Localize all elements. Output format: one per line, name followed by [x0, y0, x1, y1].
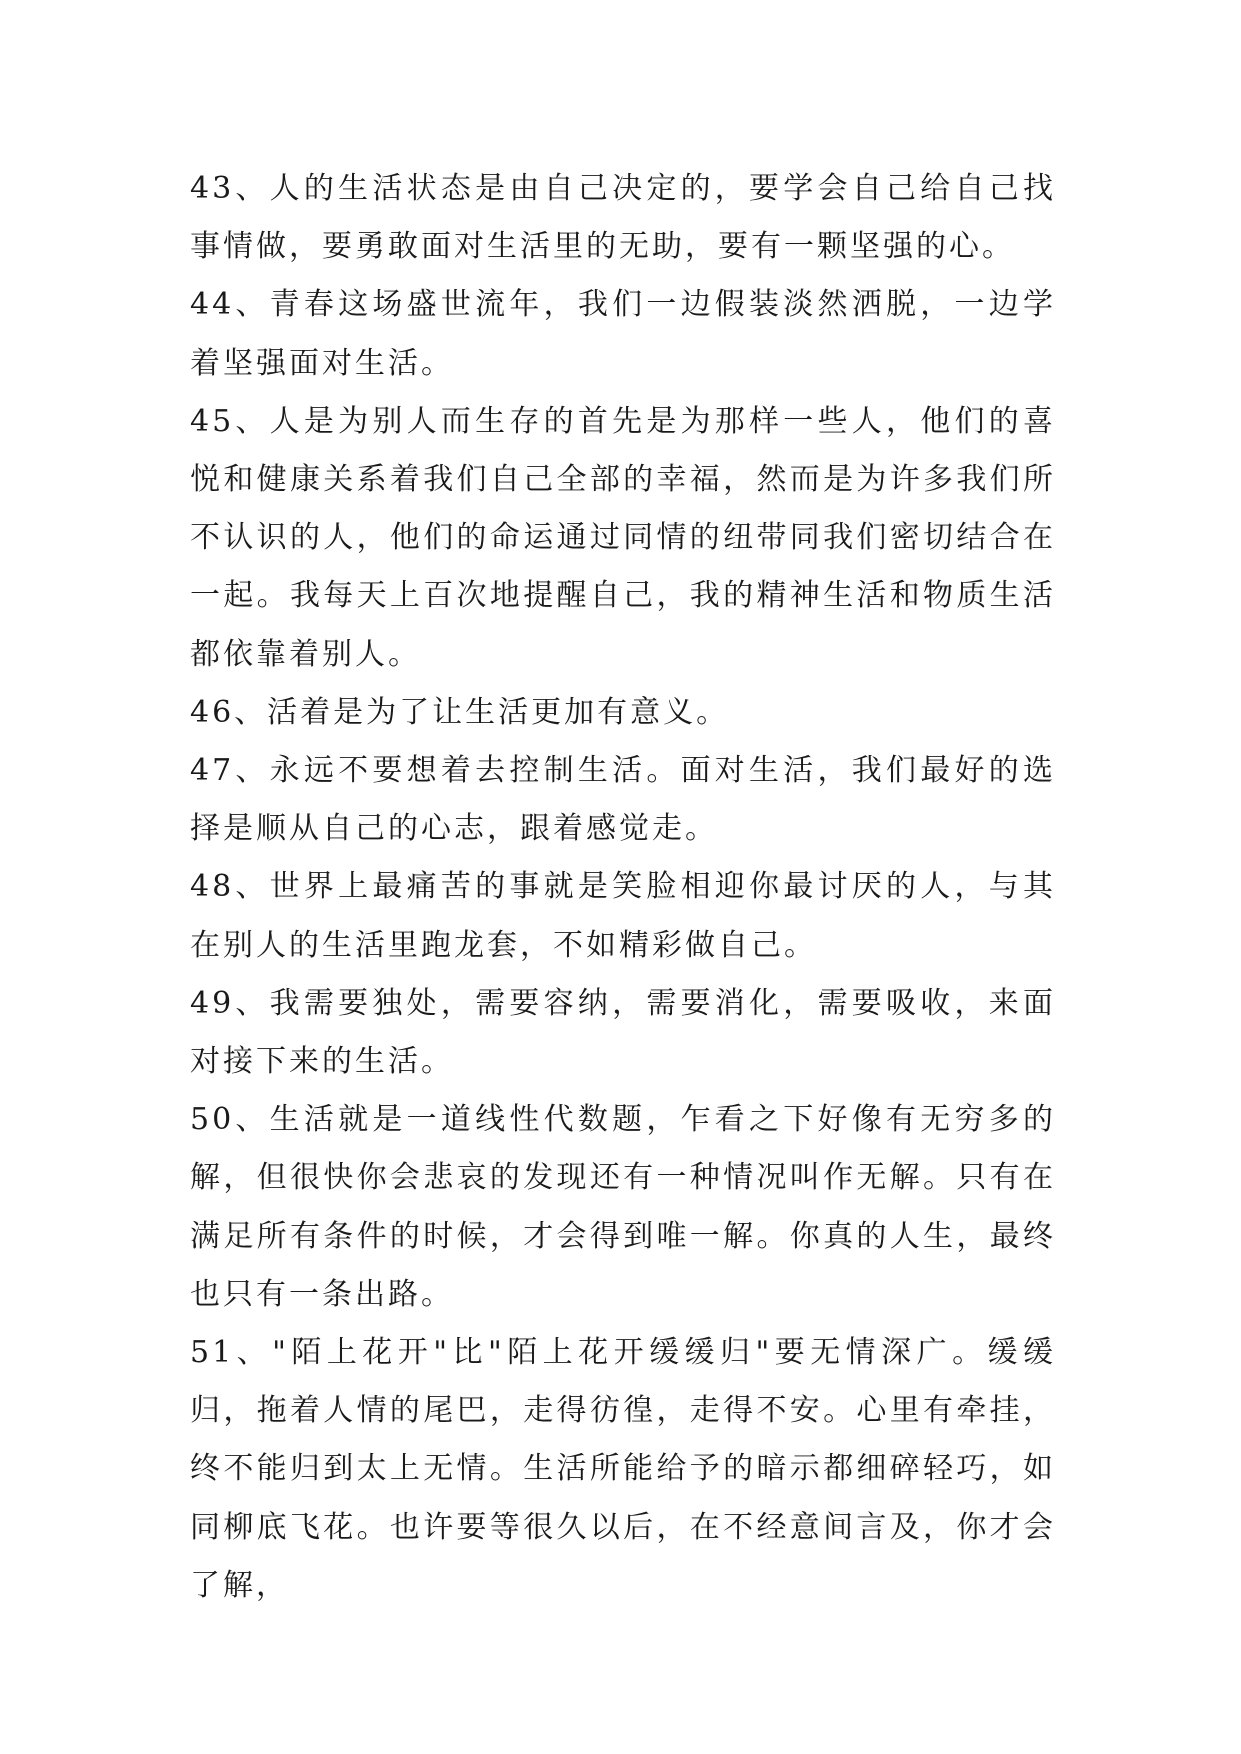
paragraph-49: 49、我需要独处，需要容纳，需要消化，需要吸收，来面对接下来的生活。 — [190, 985, 1056, 1080]
paragraph-44: 44、青春这场盛世流年，我们一边假装淡然洒脱，一边学着坚强面对生活。 — [190, 287, 1056, 381]
paragraph-46: 46、活着是为了让生活更加有意义。 — [190, 694, 730, 730]
paragraph-47: 47、永远不要想着去控制生活。面对生活，我们最好的选择是顺从自己的心志，跟着感觉走。 — [190, 753, 1056, 847]
paragraph-43: 43、人的生活状态是由自己决定的，要学会自己给自己找事情做，要勇敢面对生活里的无助，要有一颗坚强的心。 — [190, 171, 1056, 265]
paragraph-51: 51、"陌上花开"比"陌上花开缓缓归"要无情深广。缓缓归，拖着人情的尾巴，走得彷徨，走得不安。心里有牵挂，终不能归到太上无情。生活所能给予的暗示都细碎轻巧，如同柳底飞花。也许要等很久以后，在不经意间言及，你才会了解， — [190, 1335, 1056, 1603]
document-body — [190, 160, 1056, 1615]
paragraph-48: 48、世界上最痛苦的事就是笑脸相迎你最讨厌的人，与其在别人的生活里跑龙套，不如精彩做自己。 — [190, 869, 1056, 963]
paragraph-50: 50、生活就是一道线性代数题，乍看之下好像有无穷多的解，但很快你会悲哀的发现还有一种情况叫作无解。只有在满足所有条件的时候，才会得到唯一解。你真的人生，最终也只有一条出路。 — [190, 1102, 1056, 1312]
paragraph-45: 45、人是为别人而生存的首先是为那样一些人，他们的喜悦和健康关系着我们自己全部的幸福，然而是为许多我们所不认识的人，他们的命运通过同情的纽带同我们密切结合在一起。我每天上百次地提醒自己，我的精神生活和物质生活都依靠着别人。 — [190, 403, 1056, 672]
